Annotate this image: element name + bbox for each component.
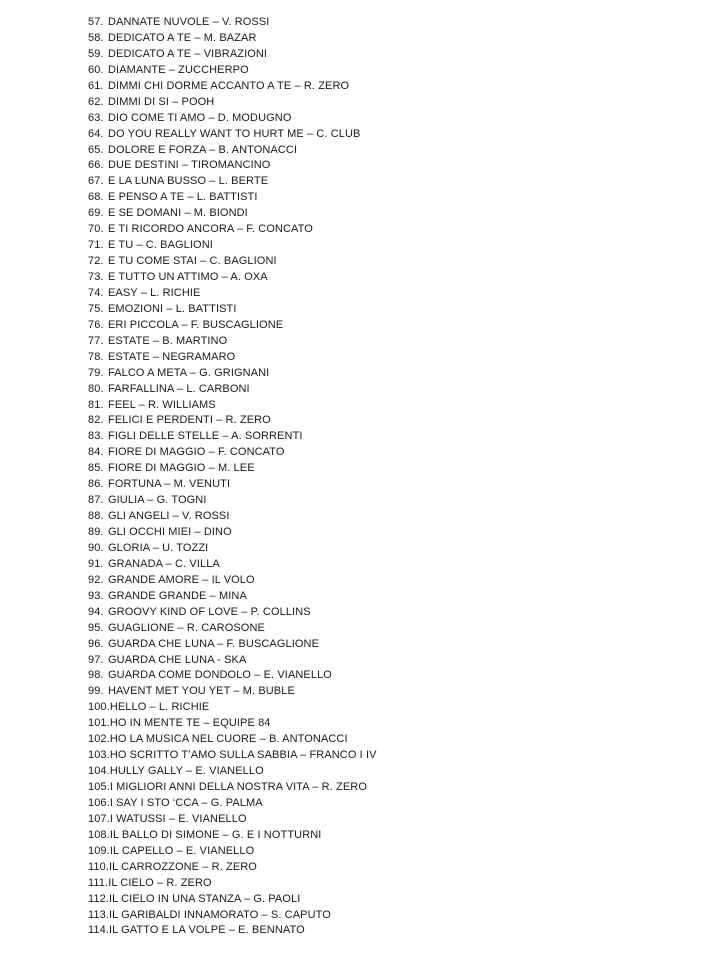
list-item (88, 477, 377, 493)
list-item-number: 97. (88, 653, 104, 666)
list-item (88, 222, 377, 238)
list-item (88, 63, 377, 79)
list-item-title: I MIGLIORI ANNI DELLA NOSTRA VITA – R. ZERO (109, 781, 367, 793)
list-item (88, 637, 377, 653)
list-item-title: DO YOU REALLY WANT TO HURT ME – C. CLUB (108, 127, 361, 140)
list-item-title: FIGLI DELLE STELLE – A. SORRENTI (108, 430, 303, 443)
list-item-title: I SAY I STO ‘CCA – G. PALMA (109, 796, 263, 809)
list-item-title: ERI PICCOLA – F. BUSCAGLIONE (108, 318, 284, 331)
list-item-number: 92. (88, 573, 104, 586)
list-item-title: IL CIELO – R. ZERO (108, 876, 212, 889)
list-item-number: 104. (88, 765, 110, 778)
list-item-number: 91. (88, 557, 104, 570)
list-item (88, 127, 377, 143)
list-item-number: 85. (88, 462, 104, 475)
list-item (88, 812, 377, 828)
list-item (88, 15, 377, 31)
list-item-number: 86. (88, 478, 104, 491)
list-item (88, 398, 377, 414)
list-item-title: DEDICATO A TE – M. BAZAR (108, 31, 257, 44)
list-item-title: EMOZIONI – L. BATTISTI (108, 302, 237, 315)
list-item (88, 653, 377, 669)
list-item (88, 302, 377, 318)
list-item (88, 621, 377, 637)
list-item-title: DIMMI DI SI – POOH (108, 95, 215, 108)
list-item-title: E TI RICORDO ANCORA – F. CONCATO (108, 223, 313, 236)
list-item-number: 106. (88, 796, 110, 809)
list-item-title: DUE DESTINI – TIROMANCINO (108, 159, 271, 172)
list-item-number: 70. (88, 223, 104, 236)
list-item-title: IL CARROZZONE – R. ZERO (109, 860, 257, 873)
song-list (88, 15, 377, 939)
list-item-number: 111. (88, 876, 109, 889)
list-item (88, 382, 377, 398)
list-item-number: 58. (88, 31, 104, 44)
list-item (88, 461, 377, 477)
list-item-number: 101. (88, 717, 110, 730)
list-item-number: 83. (88, 430, 104, 443)
list-item-number: 88. (88, 510, 104, 523)
list-item (88, 876, 377, 892)
list-item-number: 59. (88, 47, 104, 60)
list-item-title: GUARDA COME DONDOLO – E. VIANELLO (108, 669, 332, 682)
list-item (88, 605, 377, 621)
list-item-title: HO IN MENTE TE – EQUIPE 84 (109, 717, 271, 730)
list-item-number: 105. (88, 781, 110, 793)
list-item (88, 334, 377, 350)
list-item (88, 47, 377, 63)
list-item-title: GLI OCCHI MIEI – DINO (108, 526, 232, 538)
list-item-number: 71. (88, 239, 104, 252)
list-item (88, 95, 377, 111)
list-item-title: IL BALLO DI SIMONE – G. E I NOTTURNI (109, 828, 322, 841)
list-item-number: 87. (88, 494, 104, 507)
list-item-number: 99. (88, 685, 104, 698)
list-item-number: 63. (88, 111, 104, 124)
list-item-title: IL CAPELLO – E. VIANELLO (109, 844, 255, 857)
list-item-title: E TU COME STAI – C. BAGLIONI (108, 255, 277, 268)
list-item (88, 270, 377, 286)
list-item (88, 700, 377, 716)
list-item-title: FARFALLINA – L. CARBONI (108, 382, 250, 395)
list-item-title: E LA LUNA BUSSO – L. BERTE (108, 175, 269, 188)
list-item (88, 780, 377, 796)
list-item (88, 764, 377, 780)
list-item-number: 94. (88, 605, 104, 618)
list-item-number: 77. (88, 334, 104, 347)
list-item-title: ESTATE – B. MARTINO (108, 334, 228, 347)
list-item (88, 541, 377, 557)
list-item-number: 108. (88, 828, 110, 841)
list-item (88, 509, 377, 525)
list-item (88, 828, 377, 844)
list-item-title: HULLY GALLY – E. VIANELLO (109, 765, 264, 778)
list-item (88, 318, 377, 334)
list-item (88, 429, 377, 445)
list-item-number: 73. (88, 271, 104, 283)
list-item-number: 67. (88, 175, 104, 188)
list-item-number: 95. (88, 621, 104, 634)
list-item (88, 190, 377, 206)
list-item-number: 72. (88, 255, 104, 268)
list-item (88, 589, 377, 605)
list-item-number: 110. (88, 860, 109, 873)
list-item (88, 668, 377, 684)
list-item-title: IL CIELO IN UNA STANZA – G. PAOLI (109, 892, 301, 905)
list-item-title: FORTUNA – M. VENUTI (108, 478, 231, 491)
list-item-number: 79. (88, 366, 104, 379)
list-item-number: 96. (88, 637, 104, 650)
list-item-title: DANNATE NUVOLE – V. ROSSI (108, 16, 270, 28)
list-item-title: GUARDA CHE LUNA – F. BUSCAGLIONE (108, 637, 320, 650)
list-item (88, 796, 377, 812)
list-item (88, 573, 377, 589)
list-item (88, 748, 377, 764)
list-item-title: FIORE DI MAGGIO – M. LEE (108, 462, 255, 475)
list-item-number: 69. (88, 207, 104, 220)
list-item (88, 732, 377, 748)
list-item-title: HO SCRITTO T’AMO SULLA SABBIA – FRANCO I IV (109, 749, 377, 762)
list-item (88, 923, 377, 939)
list-item-number: 66. (88, 159, 104, 172)
list-item-title: FELICI E PERDENTI – R. ZERO (108, 414, 271, 427)
list-item-number: 102. (88, 733, 110, 746)
list-item-number: 64. (88, 127, 104, 140)
list-item (88, 111, 377, 127)
list-item-title: DIMMI CHI DORME ACCANTO A TE – R. ZERO (108, 79, 350, 92)
list-item-title: ESTATE – NEGRAMARO (108, 350, 236, 363)
list-item (88, 31, 377, 47)
list-item-number: 76. (88, 318, 104, 331)
list-item (88, 286, 377, 302)
list-item-title: IL GARIBALDI INNAMORATO – S. CAPUTO (109, 908, 331, 921)
list-item (88, 892, 377, 908)
list-item (88, 79, 377, 95)
list-item-title: GLI ANGELI – V. ROSSI (108, 510, 230, 523)
list-item-title: HAVENT MET YOU YET – M. BUBLE (108, 685, 295, 698)
list-item-number: 93. (88, 589, 104, 602)
list-item-title: HELLO – L. RICHIE (109, 701, 210, 714)
list-item-title: DOLORE E FORZA – B. ANTONACCI (108, 143, 298, 156)
list-item-number: 80. (88, 382, 104, 395)
list-item-title: E PENSO A TE – L. BATTISTI (108, 191, 258, 204)
list-item-number: 60. (88, 63, 104, 76)
list-item-title: DEDICATO A TE – VIBRAZIONI (108, 47, 268, 60)
list-item-title: IL GATTO E LA VOLPE – E. BENNATO (109, 924, 305, 937)
list-item-title: GROOVY KIND OF LOVE – P. COLLINS (108, 605, 311, 618)
list-item-title: E TU – C. BAGLIONI (108, 239, 213, 252)
list-item-number: 65. (88, 143, 104, 156)
list-item-number: 78. (88, 350, 104, 363)
list-item (88, 525, 377, 541)
list-item-number: 75. (88, 302, 104, 315)
list-item (88, 350, 377, 366)
list-item-title: DIO COME TI AMO – D. MODUGNO (108, 111, 292, 124)
list-item (88, 366, 377, 382)
list-item (88, 174, 377, 190)
list-item-title: GLORIA – U. TOZZI (108, 541, 209, 554)
list-item-number: 89. (88, 526, 104, 538)
list-item-number: 68. (88, 191, 104, 204)
list-item-number: 61. (88, 79, 104, 92)
list-item (88, 557, 377, 573)
list-item-number: 98. (88, 669, 104, 682)
list-item (88, 844, 377, 860)
list-item-title: GUAGLIONE – R. CAROSONE (108, 621, 265, 634)
list-item (88, 238, 377, 254)
list-item-number: 107. (88, 812, 110, 825)
list-item-number: 100. (88, 701, 110, 714)
list-item (88, 445, 377, 461)
list-item-number: 113. (88, 908, 109, 921)
list-item-number: 74. (88, 286, 104, 299)
list-item (88, 684, 377, 700)
list-item-title: FIORE DI MAGGIO – F. CONCATO (108, 446, 285, 459)
list-item-title: GUARDA CHE LUNA - SKA (108, 653, 247, 666)
list-item-number: 62. (88, 95, 104, 108)
list-item (88, 493, 377, 509)
list-item-title: E SE DOMANI – M. BIONDI (108, 207, 248, 220)
list-item (88, 413, 377, 429)
list-item (88, 254, 377, 270)
list-item-title: GRANDE GRANDE – MINA (108, 589, 247, 602)
list-item-title: EASY – L. RICHIE (108, 286, 201, 299)
list-item-number: 57. (88, 16, 104, 28)
list-item-title: E TUTTO UN ATTIMO – A. OXA (108, 271, 268, 283)
list-item-title: FEEL – R. WILLIAMS (108, 398, 216, 411)
list-item-title: FALCO A META – G. GRIGNANI (108, 366, 270, 379)
list-item (88, 860, 377, 876)
list-item-number: 82. (88, 414, 104, 427)
list-item (88, 143, 377, 159)
list-item-title: I WATUSSI – E. VIANELLO (109, 812, 247, 825)
list-item-number: 84. (88, 446, 104, 459)
list-item-title: HO LA MUSICA NEL CUORE – B. ANTONACCI (109, 733, 348, 746)
list-item-number: 109. (88, 844, 110, 857)
list-item-number: 90. (88, 541, 104, 554)
list-item-title: GIULIA – G. TOGNI (108, 494, 207, 507)
list-item-number: 114. (88, 924, 109, 937)
list-item-title: GRANDE AMORE – IL VOLO (108, 573, 255, 586)
list-item-number: 112. (88, 892, 109, 905)
list-item (88, 158, 377, 174)
list-item (88, 206, 377, 222)
list-item-number: 103. (88, 749, 110, 762)
list-item-title: GRANADA – C. VILLA (108, 557, 220, 570)
list-item-number: 81. (88, 398, 104, 411)
list-item (88, 908, 377, 924)
list-item-title: DIAMANTE – ZUCCHERPO (108, 63, 249, 76)
list-item (88, 716, 377, 732)
